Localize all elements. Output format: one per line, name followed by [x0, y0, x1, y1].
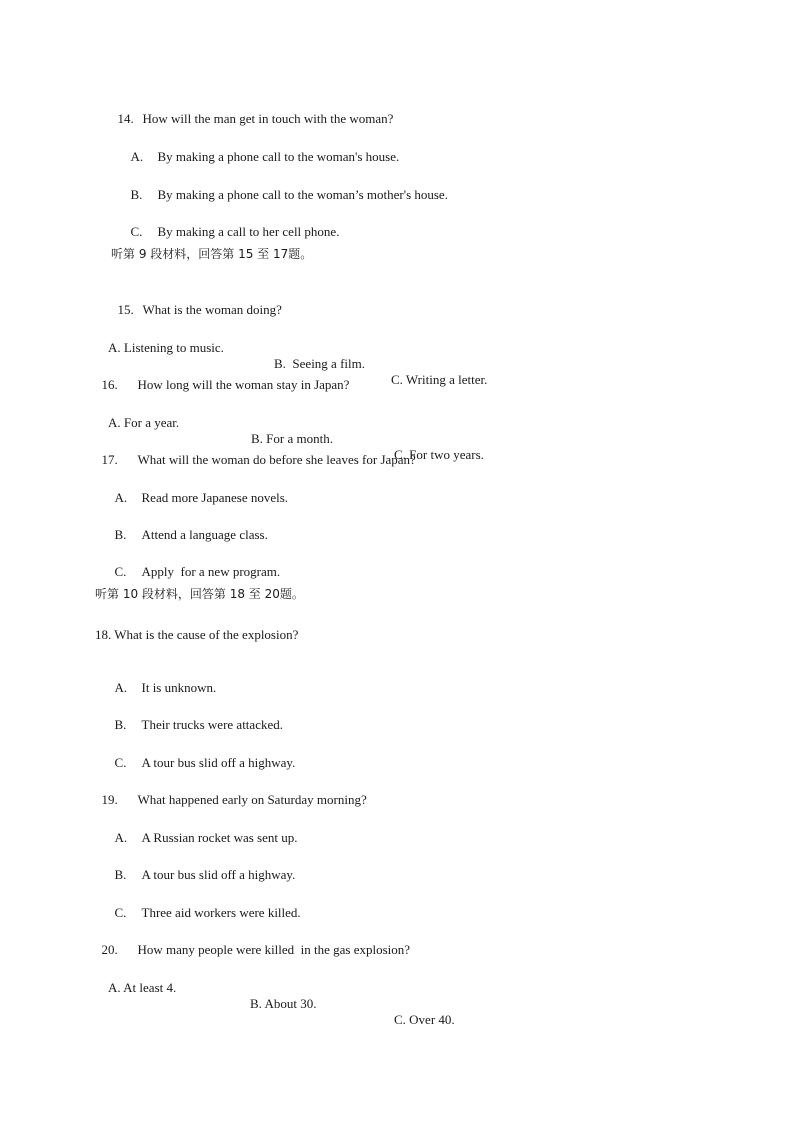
- q19-option-c: [108, 889, 301, 921]
- question-number: 17.: [101, 452, 118, 467]
- question-text: How long will the woman stay in Japan?: [137, 377, 350, 392]
- question-18: 18. What is the cause of the explosion?: [95, 627, 299, 642]
- q14-option-b: [124, 171, 448, 203]
- option-text: Three aid workers were killed.: [141, 905, 301, 920]
- option-letter: B.: [114, 867, 127, 882]
- option-letter: B.: [114, 527, 127, 542]
- q20-option-b: B. About 30.: [250, 996, 317, 1011]
- q19-option-b: [108, 851, 295, 883]
- q16-option-a: A. For a year.: [108, 415, 180, 430]
- option-letter: A.: [114, 490, 128, 505]
- option-letter: C.: [114, 905, 127, 920]
- question-14: [111, 95, 393, 127]
- q18-option-b: [108, 701, 283, 733]
- question-text: How many people were killed in the gas explosion?: [137, 942, 411, 957]
- question-text: What is the woman doing?: [142, 302, 282, 317]
- q17-option-b: [108, 511, 268, 543]
- question-15: [111, 286, 282, 318]
- option-text: A tour bus slid off a highway.: [141, 867, 296, 882]
- q19-option-a: [108, 814, 297, 846]
- option-text: By making a phone call to the woman's house.: [157, 149, 400, 164]
- question-number: 20.: [101, 942, 118, 957]
- option-text: A tour bus slid off a highway.: [141, 755, 296, 770]
- question-text: What will the woman do before she leaves for Japan?: [137, 452, 416, 467]
- question-text: What happened early on Saturday morning?: [137, 792, 367, 807]
- q18-option-c: [108, 739, 295, 771]
- option-letter: A.: [114, 680, 128, 695]
- question-number: 15.: [117, 302, 134, 317]
- question-17: [95, 436, 416, 468]
- option-text: Their trucks were attacked.: [141, 717, 283, 732]
- q15-option-b: B. Seeing a film.: [274, 356, 365, 371]
- option-letter: C.: [114, 564, 127, 579]
- section-heading-9: 听第 9 段材料，回答第 15 至 17题。: [111, 247, 313, 261]
- option-letter: C.: [130, 224, 143, 239]
- option-letter: B.: [114, 717, 127, 732]
- question-20: [95, 926, 410, 958]
- q20-option-c: C. Over 40.: [394, 1012, 455, 1027]
- q20-options: [108, 964, 528, 1027]
- q17-option-c: [108, 548, 280, 580]
- q18-option-a: [108, 664, 216, 696]
- question-number: 19.: [101, 792, 118, 807]
- option-letter: A.: [130, 149, 144, 164]
- option-text: A Russian rocket was sent up.: [141, 830, 298, 845]
- q15-option-c: C. Writing a letter.: [391, 372, 488, 387]
- option-text: It is unknown.: [141, 680, 217, 695]
- q14-option-c: [124, 208, 339, 240]
- question-number: 14.: [117, 111, 134, 126]
- q20-option-a: A. At least 4.: [108, 980, 177, 995]
- q17-option-a: [108, 474, 288, 506]
- q16-option-c: C. For two years.: [394, 447, 484, 462]
- option-text: By making a call to her cell phone.: [157, 224, 340, 239]
- question-text: How will the man get in touch with the woman?: [142, 111, 394, 126]
- q15-option-a: A. Listening to music.: [108, 340, 224, 355]
- option-text: Read more Japanese novels.: [141, 490, 289, 505]
- question-16: [95, 361, 349, 393]
- question-19: [95, 776, 367, 808]
- section-heading-10: 听第 10 段材料，回答第 18 至 20题。: [95, 587, 304, 601]
- option-text: Attend a language class.: [141, 527, 268, 542]
- option-letter: A.: [114, 830, 128, 845]
- q14-option-a: [124, 133, 399, 165]
- option-text: By making a phone call to the woman’s mother's house.: [157, 187, 448, 202]
- option-text: Apply for a new program.: [141, 564, 281, 579]
- option-letter: C.: [114, 755, 127, 770]
- q16-option-b: B. For a month.: [251, 431, 333, 446]
- question-number: 16.: [101, 377, 118, 392]
- option-letter: B.: [130, 187, 143, 202]
